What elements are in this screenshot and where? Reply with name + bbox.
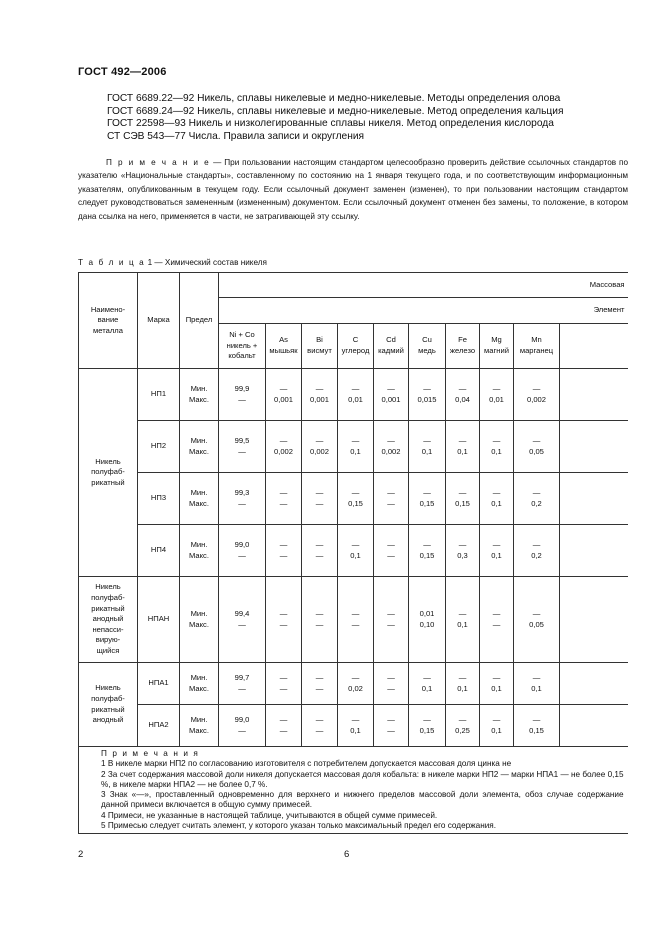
limit-cell: Мин. Макс.	[180, 421, 219, 473]
value-cell: — 0,15	[409, 705, 446, 747]
table-note-item: 3 Знак «—», проставленный одновременно для верхнего и нижнего пределов массовой доли элемента, обоз случае содержание данной примеси включается в общую сумму примесей.	[101, 790, 624, 810]
table-caption-label: Т а б л и ц а	[78, 258, 146, 267]
table-row	[79, 663, 628, 705]
column-header: Cd кадмий	[374, 324, 409, 369]
value-cell: — 0,2	[514, 525, 560, 577]
column-header: Mg магний	[480, 324, 514, 369]
value-cell: — —	[266, 705, 302, 747]
value-cell: — 0,002	[374, 421, 409, 473]
metal-name-cell: Никель полуфаб- рикатный анодный непасси- вирую- щийся	[79, 577, 138, 663]
value-cell: — —	[302, 473, 338, 525]
value-cell: — 0,1	[514, 663, 560, 705]
value-cell: — 0,2	[514, 473, 560, 525]
limit-cell: Мин. Макс.	[180, 577, 219, 663]
value-cell: — 0,02	[338, 663, 374, 705]
header-mass-fraction: Массовая	[219, 273, 628, 298]
table-row	[79, 473, 628, 525]
table-note-item: 2 За счет содержания массовой доли никеля допускается массовая доля кобальта: в никеле марки НП2 — марки НПА1 — не более 0,15 %, в никеле марки НПА2 — не более 0,7 %.	[101, 769, 624, 789]
column-header: C углерод	[338, 324, 374, 369]
value-cell: — 0,1	[409, 663, 446, 705]
page-header: ГОСТ 492—2006	[78, 66, 167, 78]
grade-cell: НП1	[138, 369, 180, 421]
column-header-continued	[560, 324, 628, 369]
continued-cell	[560, 473, 628, 525]
value-cell: — —	[480, 577, 514, 663]
value-cell: — —	[266, 525, 302, 577]
page-number-left: 2	[78, 849, 84, 860]
value-cell: — 0,1	[480, 663, 514, 705]
value-cell: — 0,1	[480, 473, 514, 525]
column-header: As мышьяк	[266, 324, 302, 369]
value-cell: 99,0 —	[219, 525, 266, 577]
column-header: Fe железо	[446, 324, 480, 369]
value-cell: — —	[266, 663, 302, 705]
value-cell: — 0,01	[338, 369, 374, 421]
grade-cell: НПА2	[138, 705, 180, 747]
limit-cell: Мин. Макс.	[180, 369, 219, 421]
value-cell: — —	[302, 705, 338, 747]
continued-cell	[560, 705, 628, 747]
value-cell: — 0,04	[446, 369, 480, 421]
header-metal-name: Наимено- вание металла	[79, 273, 138, 369]
value-cell: — —	[374, 663, 409, 705]
continued-cell	[560, 663, 628, 705]
value-cell: — 0,1	[446, 663, 480, 705]
value-cell: 99,4 —	[219, 577, 266, 663]
value-cell: — 0,001	[266, 369, 302, 421]
table-caption-text: 1 — Химический состав никеля	[147, 258, 267, 267]
table-note-item: 1 В никеле марки НП2 по согласованию изготовителя с потребителем допускается массовая доля цинка не	[101, 759, 512, 769]
value-cell: — 0,015	[409, 369, 446, 421]
value-cell: 99,7 —	[219, 663, 266, 705]
table-row	[79, 525, 628, 577]
value-cell: — —	[374, 705, 409, 747]
chemical-composition-table	[78, 272, 628, 834]
page-number-center: 6	[344, 849, 350, 860]
table-row	[79, 369, 628, 421]
metal-name-cell: Никель полуфаб- рикатный анодный	[79, 663, 138, 747]
continued-cell	[560, 577, 628, 663]
table-row	[79, 705, 628, 747]
value-cell: — 0,3	[446, 525, 480, 577]
value-cell: — —	[374, 473, 409, 525]
value-cell: — —	[338, 577, 374, 663]
value-cell: — 0,1	[480, 525, 514, 577]
value-cell: — —	[302, 525, 338, 577]
limit-cell: Мин. Макс.	[180, 663, 219, 705]
value-cell: — 0,1	[338, 421, 374, 473]
value-cell: — 0,1	[409, 421, 446, 473]
grade-cell: НПАН	[138, 577, 180, 663]
table-notes	[79, 747, 628, 834]
table-row	[79, 421, 628, 473]
grade-cell: НПА1	[138, 663, 180, 705]
grade-cell: НП3	[138, 473, 180, 525]
value-cell: — 0,01	[480, 369, 514, 421]
value-cell: — —	[374, 577, 409, 663]
metal-name-cell: Никель полуфаб- рикатный	[79, 369, 138, 577]
header-grade: Марка	[138, 273, 180, 369]
value-cell: — 0,15	[409, 473, 446, 525]
value-cell: 99,9 —	[219, 369, 266, 421]
value-cell: 0,01 0,10	[409, 577, 446, 663]
continued-cell	[560, 525, 628, 577]
value-cell: 99,5 —	[219, 421, 266, 473]
value-cell: 99,0 —	[219, 705, 266, 747]
note-label: П р и м е ч а н и е	[106, 158, 211, 167]
header-limit: Предел	[180, 273, 219, 369]
limit-cell: Мин. Макс.	[180, 705, 219, 747]
value-cell: — —	[266, 473, 302, 525]
value-cell: — 0,001	[302, 369, 338, 421]
value-cell: — 0,002	[514, 369, 560, 421]
column-header: Ni + Co никель + кобальт	[219, 324, 266, 369]
reference-item: СТ СЭВ 543—77 Числа. Правила записи и округления	[107, 130, 365, 142]
notes-row	[79, 747, 628, 834]
value-cell: — 0,1	[338, 705, 374, 747]
value-cell: — 0,001	[374, 369, 409, 421]
header-element: Элемент	[219, 298, 628, 324]
value-cell: — —	[374, 525, 409, 577]
value-cell: — 0,15	[338, 473, 374, 525]
reference-item: ГОСТ 6689.24—92 Никель, сплавы никелевые и медно-никелевые. Метод определения кальция	[107, 105, 564, 117]
table-note-item: 5 Примесью следует считать элемент, у которого указан только максимальный предел его содержания.	[101, 821, 497, 831]
value-cell: — 0,002	[266, 421, 302, 473]
reference-item: ГОСТ 6689.22—92 Никель, сплавы никелевые и медно-никелевые. Методы определения олова	[107, 93, 561, 104]
note-text: — При пользовании настоящим стандартом целесообразно проверить действие ссылочных стандартов по указателю «Национальные стандарты», составленному по состоянию на 1 января текущего года, и по соответствующим информационным указателям, опубликованным в текущем году. Если ссылочный документ заменен (изменен), то при пользовании настоящим стандартом следует руководствоваться замененным (измененным) документом. Если ссылочный документ отменен без замены, то положение, в котором дана ссылка на него, применяется в части, не затрагивающей эту ссылку.	[78, 158, 629, 221]
grade-cell: НП4	[138, 525, 180, 577]
column-header: Cu медь	[409, 324, 446, 369]
value-cell: — —	[266, 577, 302, 663]
value-cell: — 0,05	[514, 577, 560, 663]
value-cell: — —	[302, 663, 338, 705]
table-caption	[78, 258, 267, 267]
value-cell: — 0,15	[514, 705, 560, 747]
value-cell: — 0,1	[338, 525, 374, 577]
grade-cell: НП2	[138, 421, 180, 473]
value-cell: — 0,1	[480, 421, 514, 473]
continued-cell	[560, 421, 628, 473]
limit-cell: Мин. Макс.	[180, 473, 219, 525]
value-cell: — 0,25	[446, 705, 480, 747]
value-cell: — 0,002	[302, 421, 338, 473]
value-cell: — 0,15	[446, 473, 480, 525]
value-cell: — 0,15	[409, 525, 446, 577]
table-notes-heading: П р и м е ч а н и я	[101, 749, 200, 758]
value-cell: — —	[302, 577, 338, 663]
references-list	[107, 93, 627, 143]
column-header: Bi висмут	[302, 324, 338, 369]
reference-item: ГОСТ 22598—93 Никель и низколегированные сплавы никеля. Метод определения кислорода	[107, 118, 554, 130]
value-cell: 99,3 —	[219, 473, 266, 525]
value-cell: — 0,05	[514, 421, 560, 473]
continued-cell	[560, 369, 628, 421]
table-note-item: 4 Примеси, не указанные в настоящей таблице, учитываются в общей сумме примесей.	[101, 810, 438, 820]
limit-cell: Мин. Макс.	[180, 525, 219, 577]
value-cell: — 0,1	[446, 421, 480, 473]
table-row	[79, 577, 628, 663]
value-cell: — 0,1	[480, 705, 514, 747]
value-cell: — 0,1	[446, 577, 480, 663]
note-block	[78, 156, 628, 223]
column-header: Mn марганец	[514, 324, 560, 369]
